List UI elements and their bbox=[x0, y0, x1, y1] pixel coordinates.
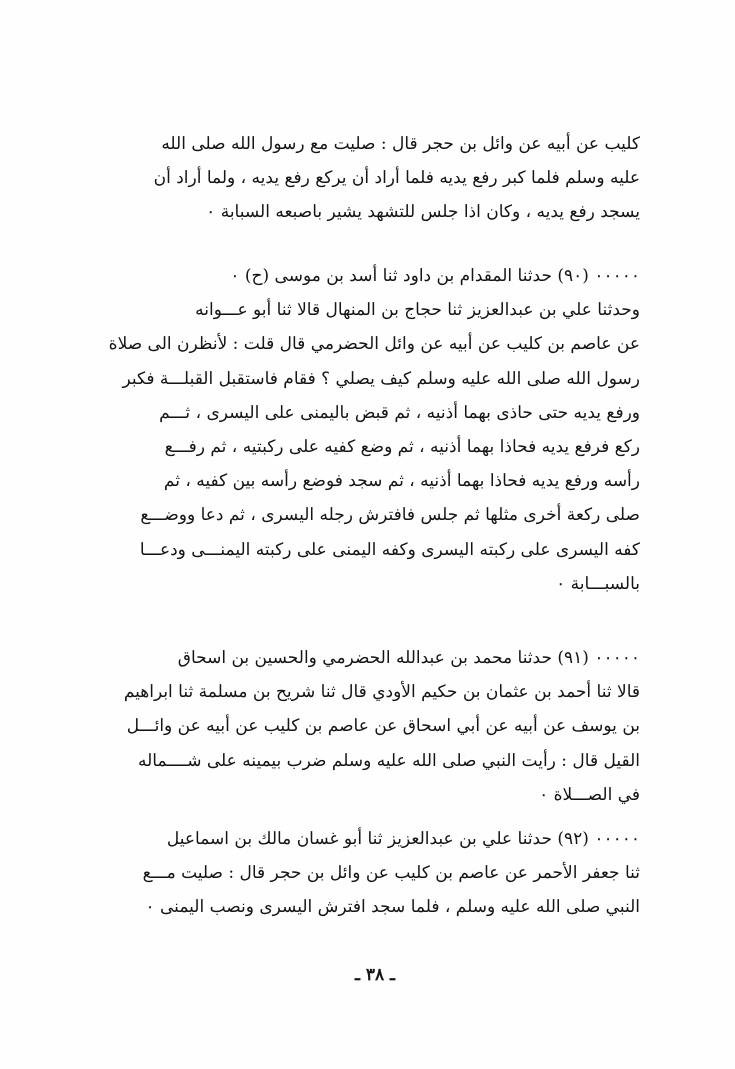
text-line: ركع فرفع يديه فحاذا بهما أذنيه ، ثم وضع كفيه على ركبتيه ، ثم رفـــع bbox=[164, 436, 640, 457]
text-line: يسجد رفع يديه ، وكان اذا جلس للتشهد يشير باصبعه السبابة ٠ bbox=[206, 202, 640, 223]
text-line: عن عاصم بن كليب عن أبيه عن وائل الحضرمي قال قلت : لأنظرن الى صلاة bbox=[108, 334, 640, 355]
text-line: كفه اليسرى على ركبته اليسرى وكفه اليمنى على ركبته اليمنـــى ودعـــا bbox=[139, 539, 640, 560]
paragraph-hadith-91 bbox=[100, 641, 640, 812]
text-line: ورفع يديه حتى حاذى بهما أذنيه ، ثم قبض باليمنى على اليسرى ، ثـــم bbox=[159, 402, 640, 423]
page-number: ـ ٣٨ ـ bbox=[354, 965, 396, 985]
text-line: كليب عن أبيه عن وائل بن حجر قال : صليت مع رسول الله صلى الله bbox=[161, 134, 640, 154]
text-line: بالسبـــابة ٠ bbox=[556, 573, 640, 594]
text-line: ٠٠٠٠٠ (٩٢) حدثنا علي بن عبدالعزيز ثنا أبو غسان مالك بن اسماعيل bbox=[166, 829, 640, 849]
text-line: القيل قال : رأيت النبي صلى الله عليه وسلم ضرب بيمينه على شــــماله bbox=[137, 750, 640, 771]
text-line: عليه وسلم فلما كبر رفع يديه فلما أراد أن يركع رفع يديه ، ولما أراد أن bbox=[153, 168, 640, 189]
text-line: رسول الله صلى الله عليه وسلم كيف يصلي ؟ فقام فاستقبل القبلـــة فكبر bbox=[122, 368, 640, 389]
text-line: صلى ركعة أخرى مثلها ثم جلس فافترش رجله اليسرى ، ثم دعا ووضـــع bbox=[140, 505, 640, 526]
text-line: رأسه ورفع يديه فحاذا بهما أذنيه ، ثم سجد فوضع رأسه بين كفيه ، ثم bbox=[163, 471, 640, 492]
text-line: وحدثنا علي بن عبدالعزيز ثنا حجاج بن المنهال قالا ثنا أبو عـــوانه bbox=[195, 300, 640, 321]
text-line: بن يوسف عن أبيه عن أبي اسحاق عن عاصم بن كليب عن أبيه عن وائـــل bbox=[126, 716, 640, 737]
text-line: قالا ثنا أحمد بن عثمان بن حكيم الأودي قال ثنا شريح بن مسلمة ثنا ابراهيم bbox=[123, 682, 640, 703]
paragraph-hadith-continuation bbox=[100, 127, 640, 230]
text-line: في الصـــلاة ٠ bbox=[539, 784, 640, 805]
text-line: ٠٠٠٠٠ (٩٠) حدثنا المقدام بن داود ثنا أسد بن موسى (ح) ٠ bbox=[230, 266, 640, 286]
text-line: ثنا جعفر الأحمر عن عاصم بن كليب عن وائل بن حجر قال : صليت مـــع bbox=[142, 863, 640, 884]
text-line: ٠٠٠٠٠ (٩١) حدثنا محمد بن عبدالله الحضرمي والحسين بن اسحاق bbox=[177, 648, 640, 668]
paragraph-hadith-90 bbox=[100, 259, 640, 601]
text-line: النبي صلى الله عليه وسلم ، فلما سجد افترش اليسرى ونصب اليمنى ٠ bbox=[145, 897, 640, 918]
paragraph-hadith-92 bbox=[100, 822, 640, 925]
